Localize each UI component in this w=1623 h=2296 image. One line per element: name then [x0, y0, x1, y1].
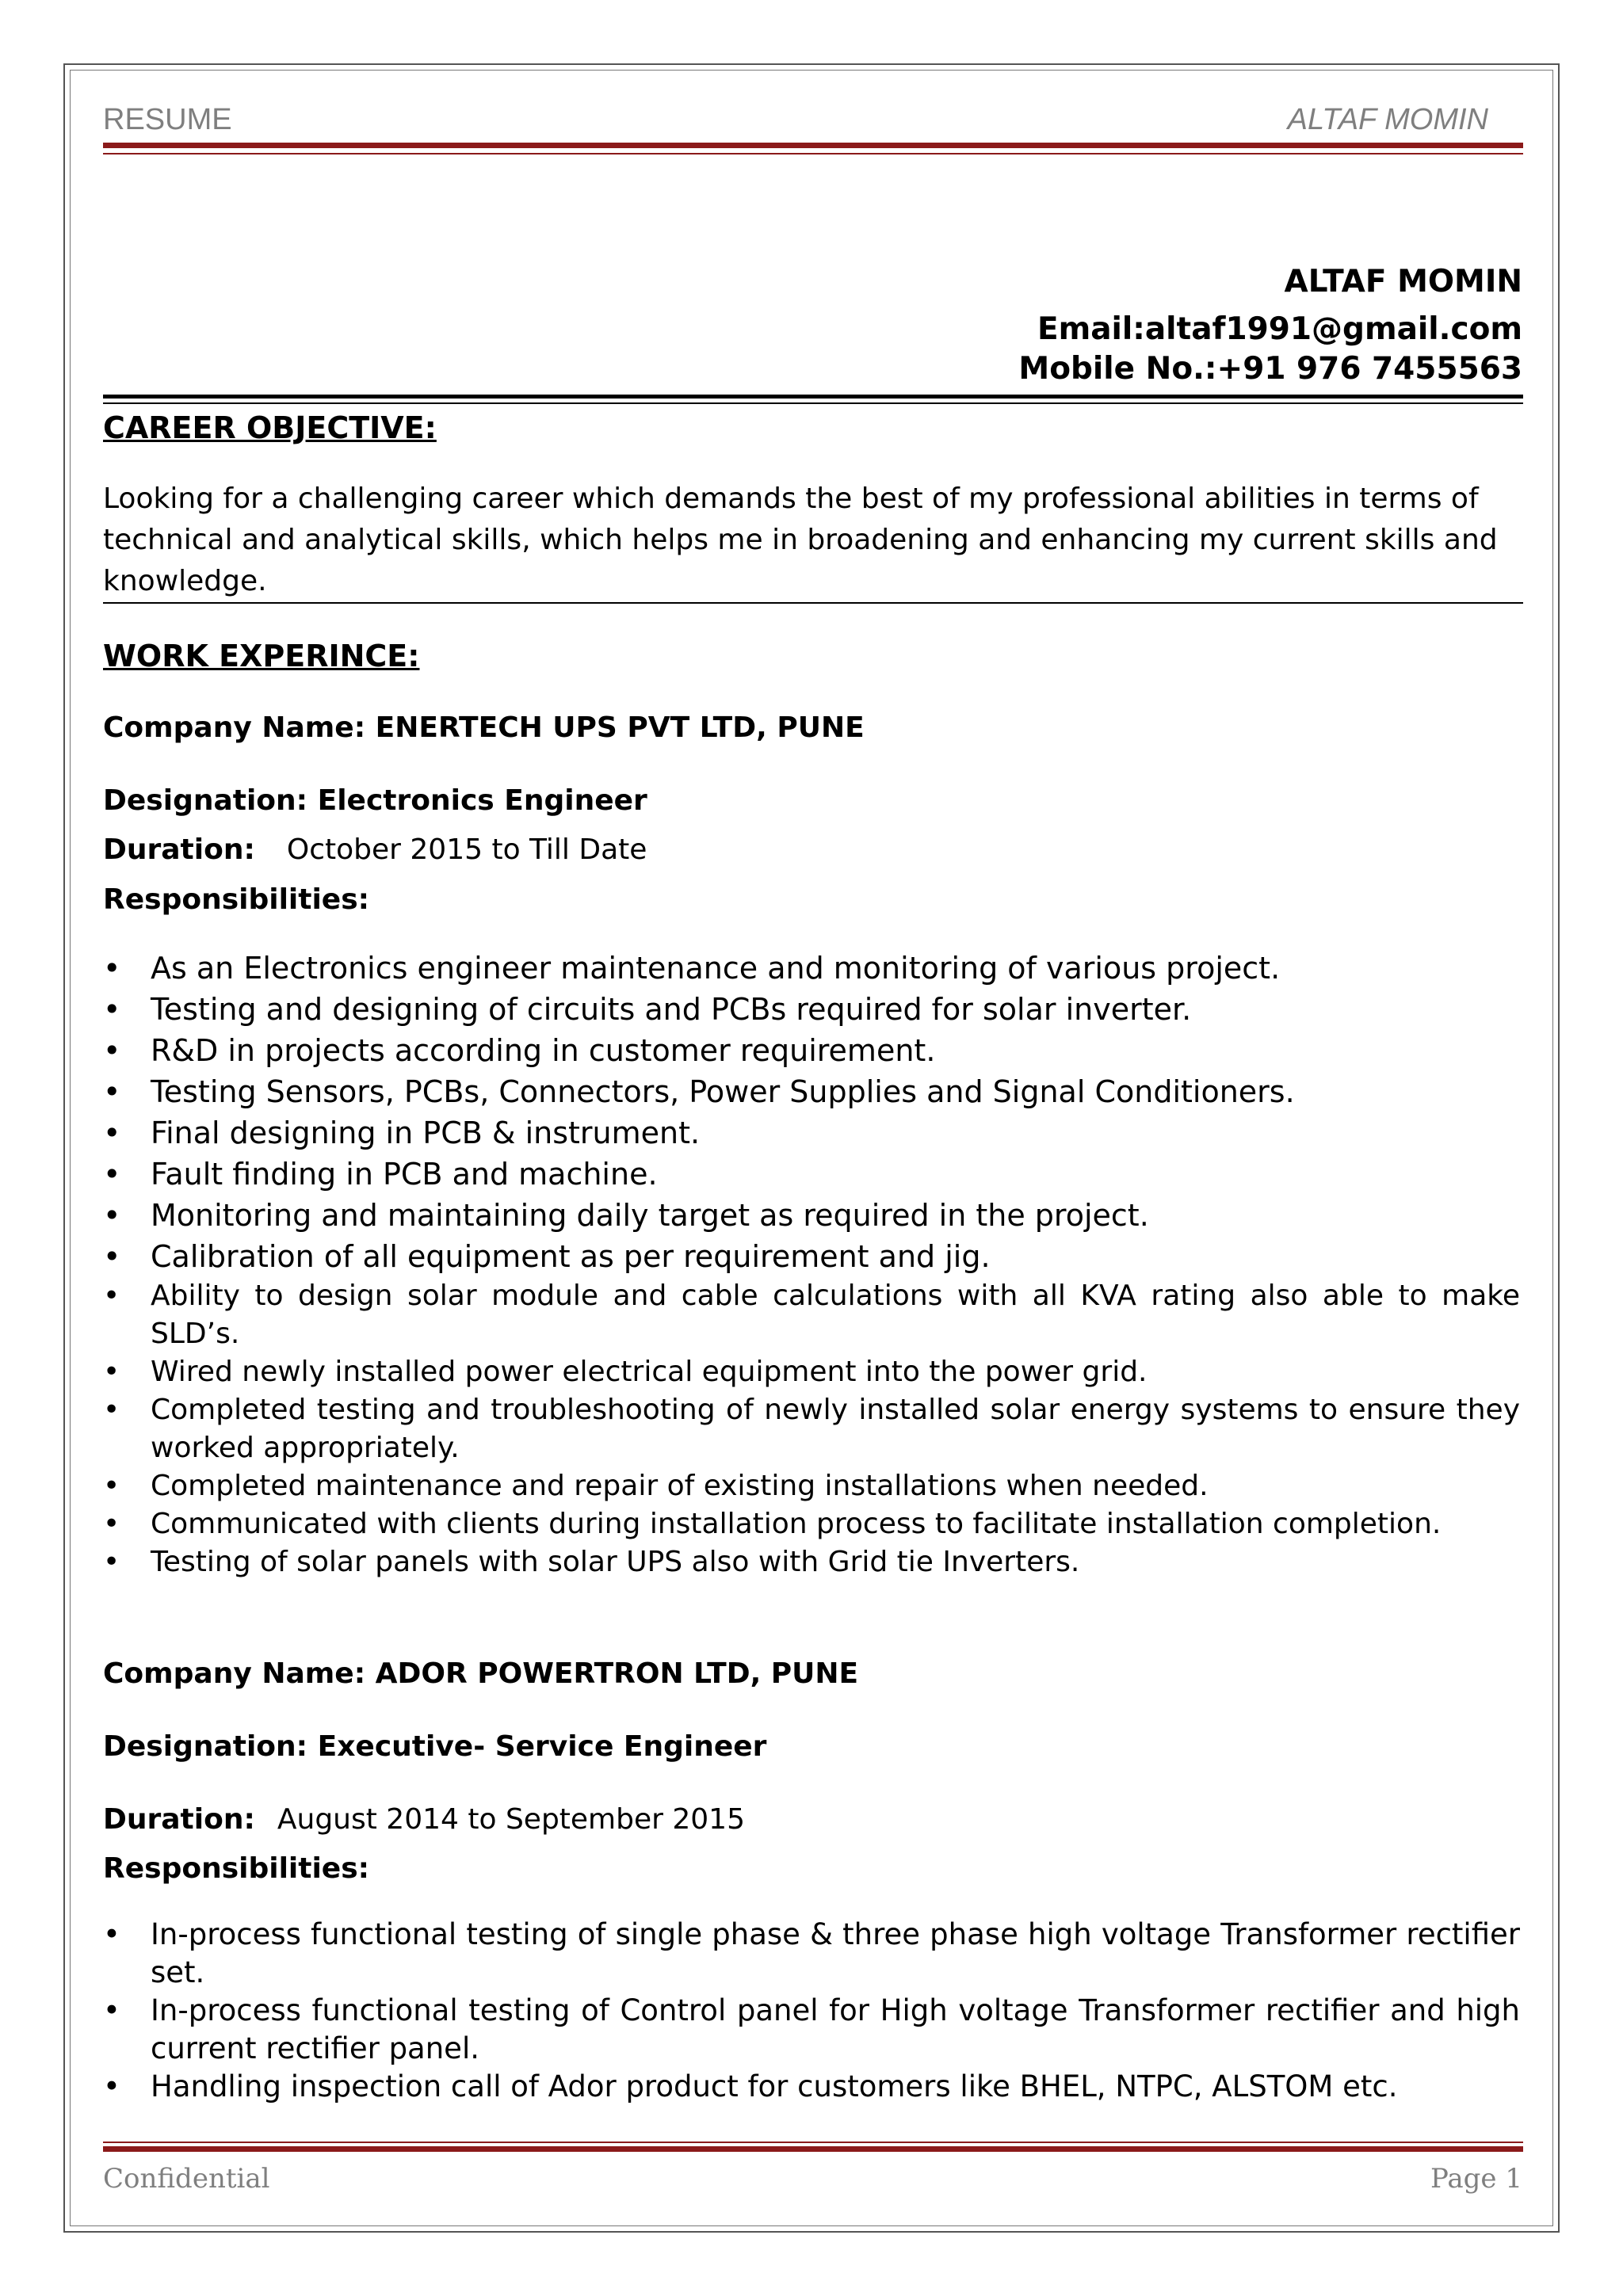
job2-designation: Designation: Executive- Service Engineer [103, 1730, 767, 1763]
contact-rule-thin [103, 402, 1523, 404]
list-item: • Final designing in PCB & instrument. [151, 1112, 1520, 1154]
list-item: • R&D in projects according in customer requirement. [151, 1030, 1520, 1071]
header-rule-thick [103, 143, 1523, 148]
footer-page-number: Page 1 [1430, 2163, 1522, 2195]
contact-name: ALTAF MOMIN [1284, 264, 1522, 299]
contact-rule-thick [103, 395, 1523, 399]
list-item: • Communicated with clients during installation process to facilitate installation completion. [151, 1505, 1520, 1543]
list-item: • Testing Sensors, PCBs, Connectors, Power Supplies and Signal Conditioners. [151, 1071, 1520, 1112]
footer-rule-thin [103, 2142, 1523, 2143]
job2-duration-label: Duration: [103, 1803, 255, 1836]
header-name: ALTAF MOMIN [1287, 103, 1488, 136]
list-item: • Testing of solar panels with solar UPS also with Grid tie Inverters. [151, 1543, 1520, 1581]
footer-rule-thick [103, 2146, 1523, 2152]
contact-mobile: Mobile No.:+91 976 7455563 [1018, 351, 1522, 387]
list-item: • Testing and designing of circuits and PCBs required for solar inverter. [151, 989, 1520, 1030]
job2-duration-value: August 2014 to September 2015 [277, 1803, 745, 1836]
contact-email: Email:altaf1991@gmail.com [1037, 311, 1522, 347]
job1-duration-value: October 2015 to Till Date [286, 833, 647, 866]
footer-confidential: Confidential [103, 2163, 270, 2195]
list-item: • Handling inspection call of Ador product for customers like BHEL, NTPC, ALSTOM etc. [151, 2068, 1520, 2106]
job1-responsibilities-label: Responsibilities: [103, 883, 370, 916]
job1-designation: Designation: Electronics Engineer [103, 784, 647, 817]
career-objective-title: CAREER OBJECTIVE: [103, 410, 437, 445]
list-item: • Monitoring and maintaining daily target as required in the project. [151, 1195, 1520, 1236]
job2-duration [103, 1803, 745, 1836]
job1-responsibilities-list [151, 948, 1520, 1581]
objective-divider [103, 602, 1523, 604]
job1-duration [103, 833, 647, 866]
work-experience-title: WORK EXPERINCE: [103, 639, 420, 673]
job2-responsibilities-list [151, 1916, 1520, 2106]
job1-duration-label: Duration: [103, 833, 255, 866]
header-rule-thin [103, 153, 1523, 154]
career-objective-text: Looking for a challenging career which demands the best of my professional abilities in terms of technical and analytical skills, which helps me in broadening and enhancing my current skills and knowledge. [103, 482, 1498, 597]
header-resume-label: RESUME [103, 103, 232, 136]
list-item: • Ability to design solar module and cable calculations with all KVA rating also able to make SLD’s. [151, 1277, 1520, 1353]
list-item: • Completed maintenance and repair of existing installations when needed. [151, 1467, 1520, 1505]
list-item: • As an Electronics engineer maintenance and monitoring of various project. [151, 948, 1520, 989]
list-item: • In-process functional testing of single phase & three phase high voltage Transformer rectifier set. [151, 1916, 1520, 1992]
list-item: • Completed testing and troubleshooting of newly installed solar energy systems to ensure they worked appropriately. [151, 1391, 1520, 1467]
job2-company: Company Name: ADOR POWERTRON LTD, PUNE [103, 1657, 859, 1690]
list-item: • Wired newly installed power electrical equipment into the power grid. [151, 1353, 1520, 1391]
job2-responsibilities-label: Responsibilities: [103, 1852, 370, 1885]
list-item: • Fault finding in PCB and machine. [151, 1154, 1520, 1195]
job1-company: Company Name: ENERTECH UPS PVT LTD, PUNE [103, 711, 865, 744]
list-item: • In-process functional testing of Control panel for High voltage Transformer rectifier and high current rectifier panel. [151, 1992, 1520, 2068]
list-item: • Calibration of all equipment as per requirement and jig. [151, 1236, 1520, 1277]
